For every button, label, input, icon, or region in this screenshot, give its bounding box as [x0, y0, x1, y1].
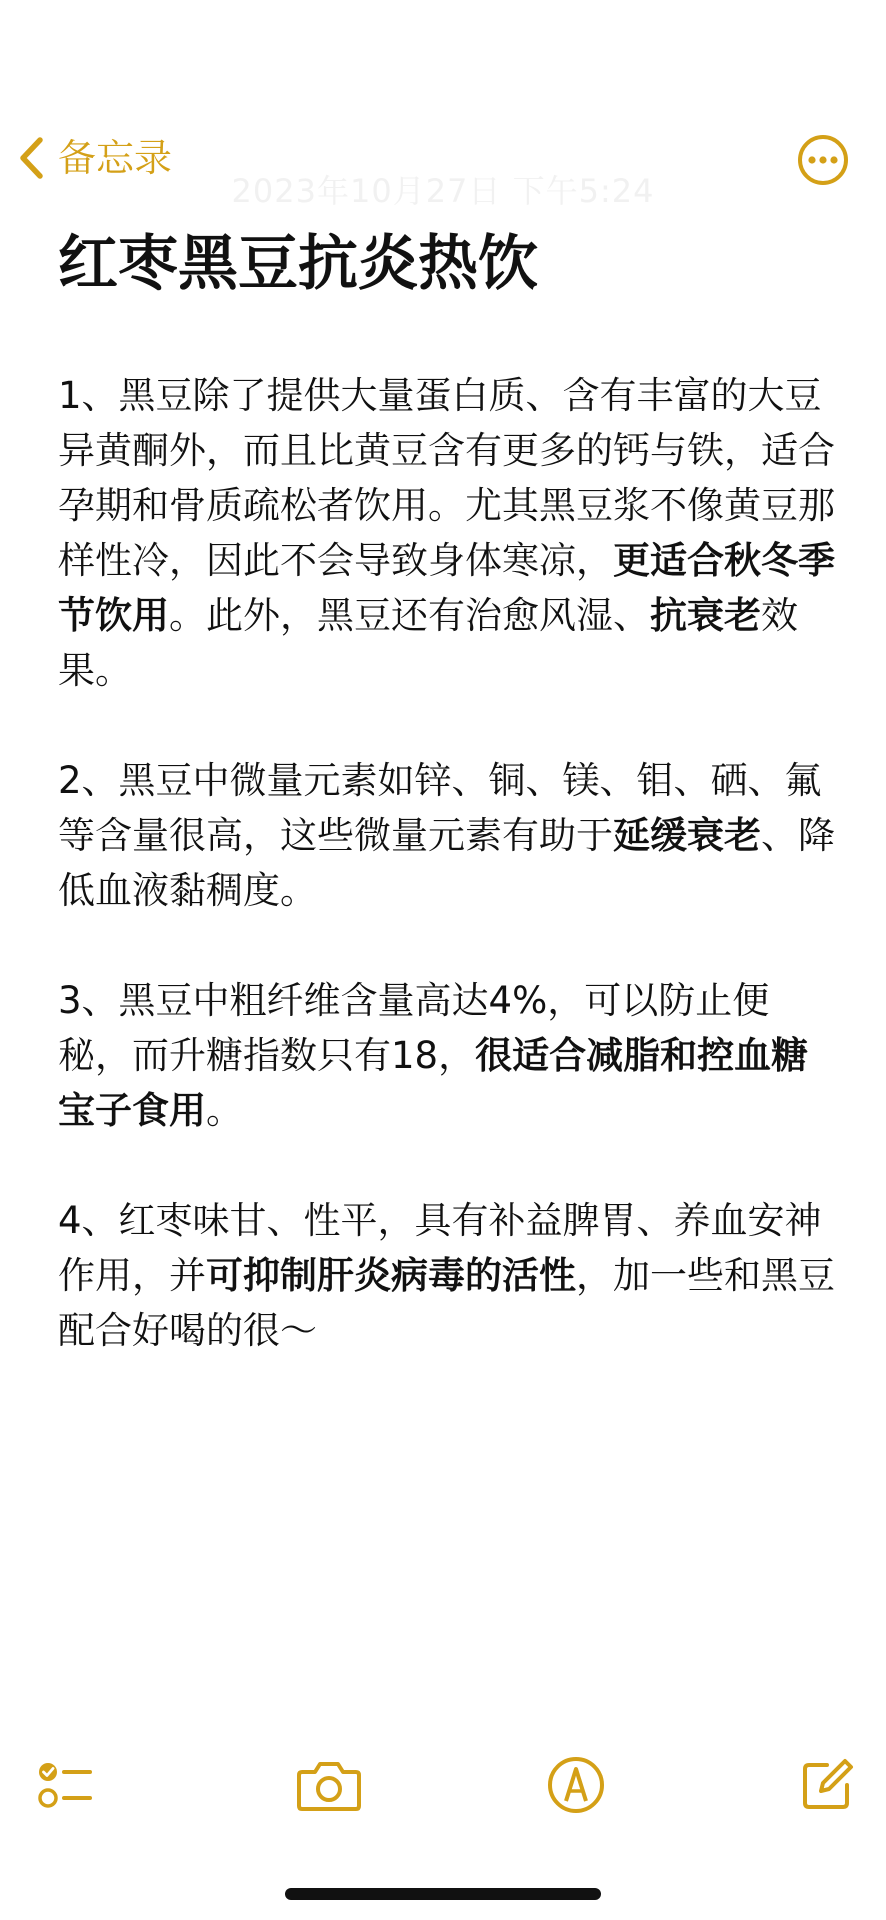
- paragraph-text: 。此外，黑豆还有治愈风湿、: [169, 594, 650, 637]
- bold-text: 延缓衰老: [613, 814, 761, 857]
- compose-button[interactable]: [792, 1750, 862, 1820]
- markup-pen-icon: [546, 1755, 606, 1815]
- checklist-button[interactable]: [30, 1750, 100, 1820]
- note-paragraph: [58, 368, 838, 698]
- markup-button[interactable]: [541, 1750, 611, 1820]
- paragraph-text: 效果。: [58, 594, 798, 692]
- paragraph-text: 。: [206, 1089, 243, 1132]
- note-title[interactable]: 红枣黑豆抗炎热饮: [58, 229, 538, 299]
- paragraph-text: 4、红枣味甘、性平，具有补益脾胃、养血安神作用，并: [58, 1199, 822, 1297]
- ellipsis-circle-icon: [797, 134, 849, 186]
- paragraph-text: 2、黑豆中微量元素如锌、铜、镁、钼、硒、氟等含量很高，这些微量元素有助于: [58, 759, 822, 857]
- note-body[interactable]: [58, 368, 838, 1413]
- bold-text: 抗衰老: [650, 594, 761, 637]
- paragraph-text: 、降低血液黏稠度。: [58, 814, 835, 912]
- note-paragraph: [58, 973, 838, 1138]
- note-timestamp: 2023年10月27日 下午5:24: [231, 172, 655, 210]
- home-indicator[interactable]: [285, 1888, 601, 1900]
- paragraph-text: ，加一些和黑豆配合好喝的很～: [58, 1254, 835, 1352]
- bold-text: 更适合秋冬季节饮用: [58, 539, 835, 637]
- checklist-icon: [34, 1754, 96, 1816]
- bottom-toolbar: [0, 1750, 886, 1840]
- bold-text: 很适合减脂和控血糖宝子食用: [58, 1034, 809, 1132]
- camera-button[interactable]: [294, 1750, 364, 1820]
- bold-text: 可抑制肝炎病毒的活性: [206, 1254, 576, 1297]
- navigation-bar: [0, 0, 886, 230]
- note-paragraph: [58, 1193, 838, 1358]
- compose-icon: [797, 1755, 857, 1815]
- paragraph-text: 1、黑豆除了提供大量蛋白质、含有丰富的大豆异黄酮外，而且比黄豆含有更多的钙与铁，适合孕期和骨质疏松者饮用。尤其黑豆浆不像黄豆那样性冷，因此不会导致身体寒凉，: [58, 374, 835, 582]
- paragraph-text: 3、黑豆中粗纤维含量高达4%，可以防止便秘，而升糖指数只有18，: [58, 979, 770, 1077]
- note-paragraph: [58, 753, 838, 918]
- more-options-button[interactable]: [797, 134, 849, 186]
- back-label: 备忘录: [58, 136, 173, 180]
- camera-icon: [296, 1756, 362, 1814]
